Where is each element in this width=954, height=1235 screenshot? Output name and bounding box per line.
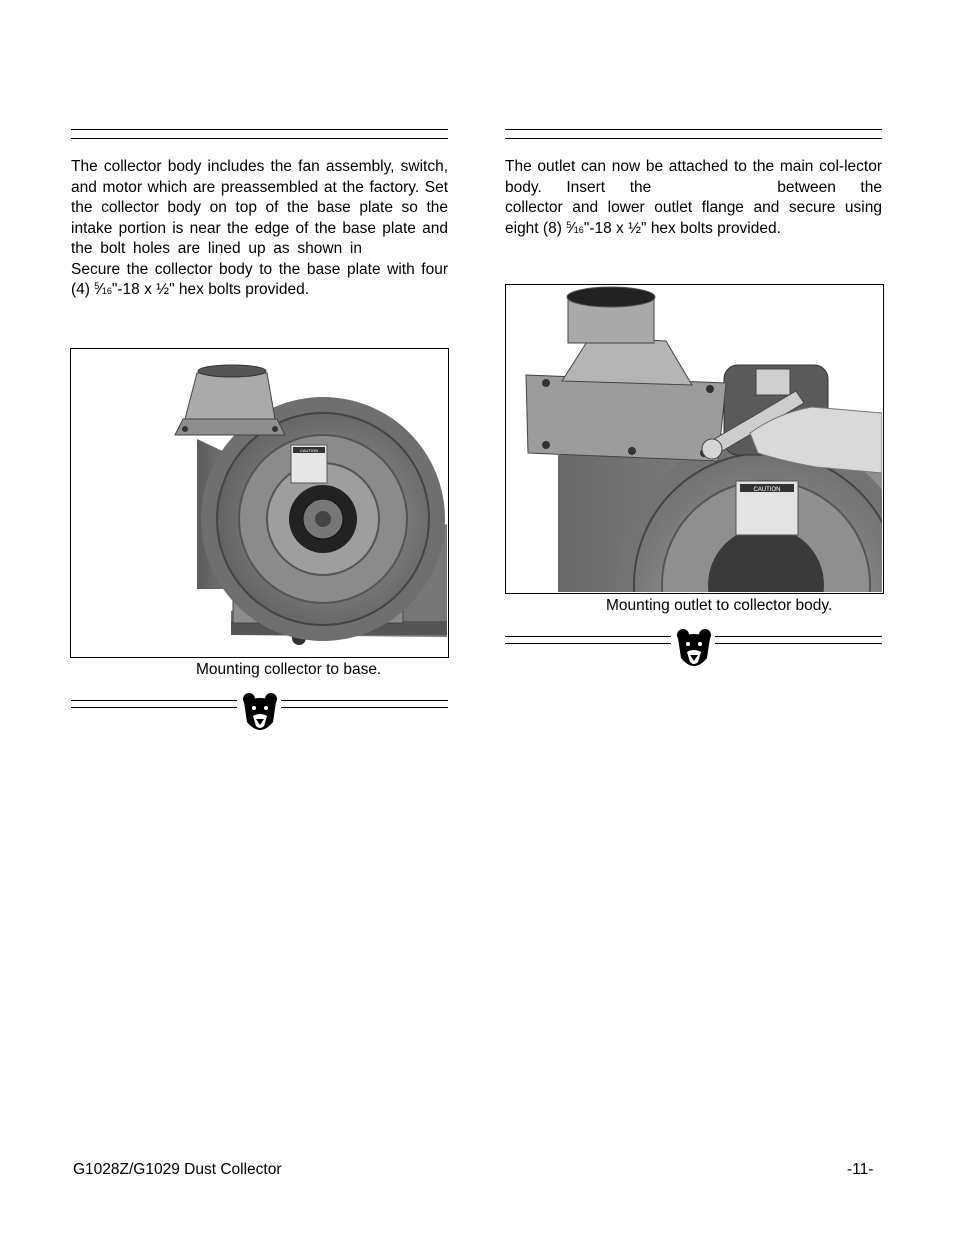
outlet-mounting-photo: [506, 285, 882, 592]
section-end-mark-right: [505, 628, 882, 672]
bear-logo-icon: [676, 628, 712, 672]
figure-collector-on-base: [70, 348, 449, 658]
footer-page-number: -11-: [847, 1161, 874, 1178]
figure-outlet-mounting: [505, 284, 884, 594]
section-end-mark-left: [71, 692, 448, 736]
collector-on-base-photo: [71, 349, 447, 656]
section-rule-left: [71, 129, 448, 139]
caution-label-right: CAUTION: [753, 487, 781, 493]
section-rule-right: [505, 129, 882, 139]
figure-caption-left: Mounting collector to base.: [196, 661, 382, 678]
bear-logo-icon: [242, 692, 278, 736]
caution-label-left: CAUTION: [300, 448, 318, 453]
right-paragraph: The outlet can now be attached to the main col-lector body. Insert the between the collector and lower outlet flange and secure using eight (8) $^5$⁄16"-18 x ½" hex bolts provided.: [505, 158, 882, 237]
footer-title: G1028Z/G1029 Dust Collector: [73, 1161, 282, 1178]
left-paragraph: The collector body includes the fan assembly, switch, and motor which are preassembled at the factory. Set the collector body on top of the base plate so the intake portion is near the edge of the base plate and the bolt holes are lined up as shown inSecure the collector body to the base plate with four (4) $^5$⁄16"-18 x ½" hex bolts provided.: [71, 158, 448, 298]
figure-caption-right: Mounting outlet to collector body.: [606, 597, 833, 614]
